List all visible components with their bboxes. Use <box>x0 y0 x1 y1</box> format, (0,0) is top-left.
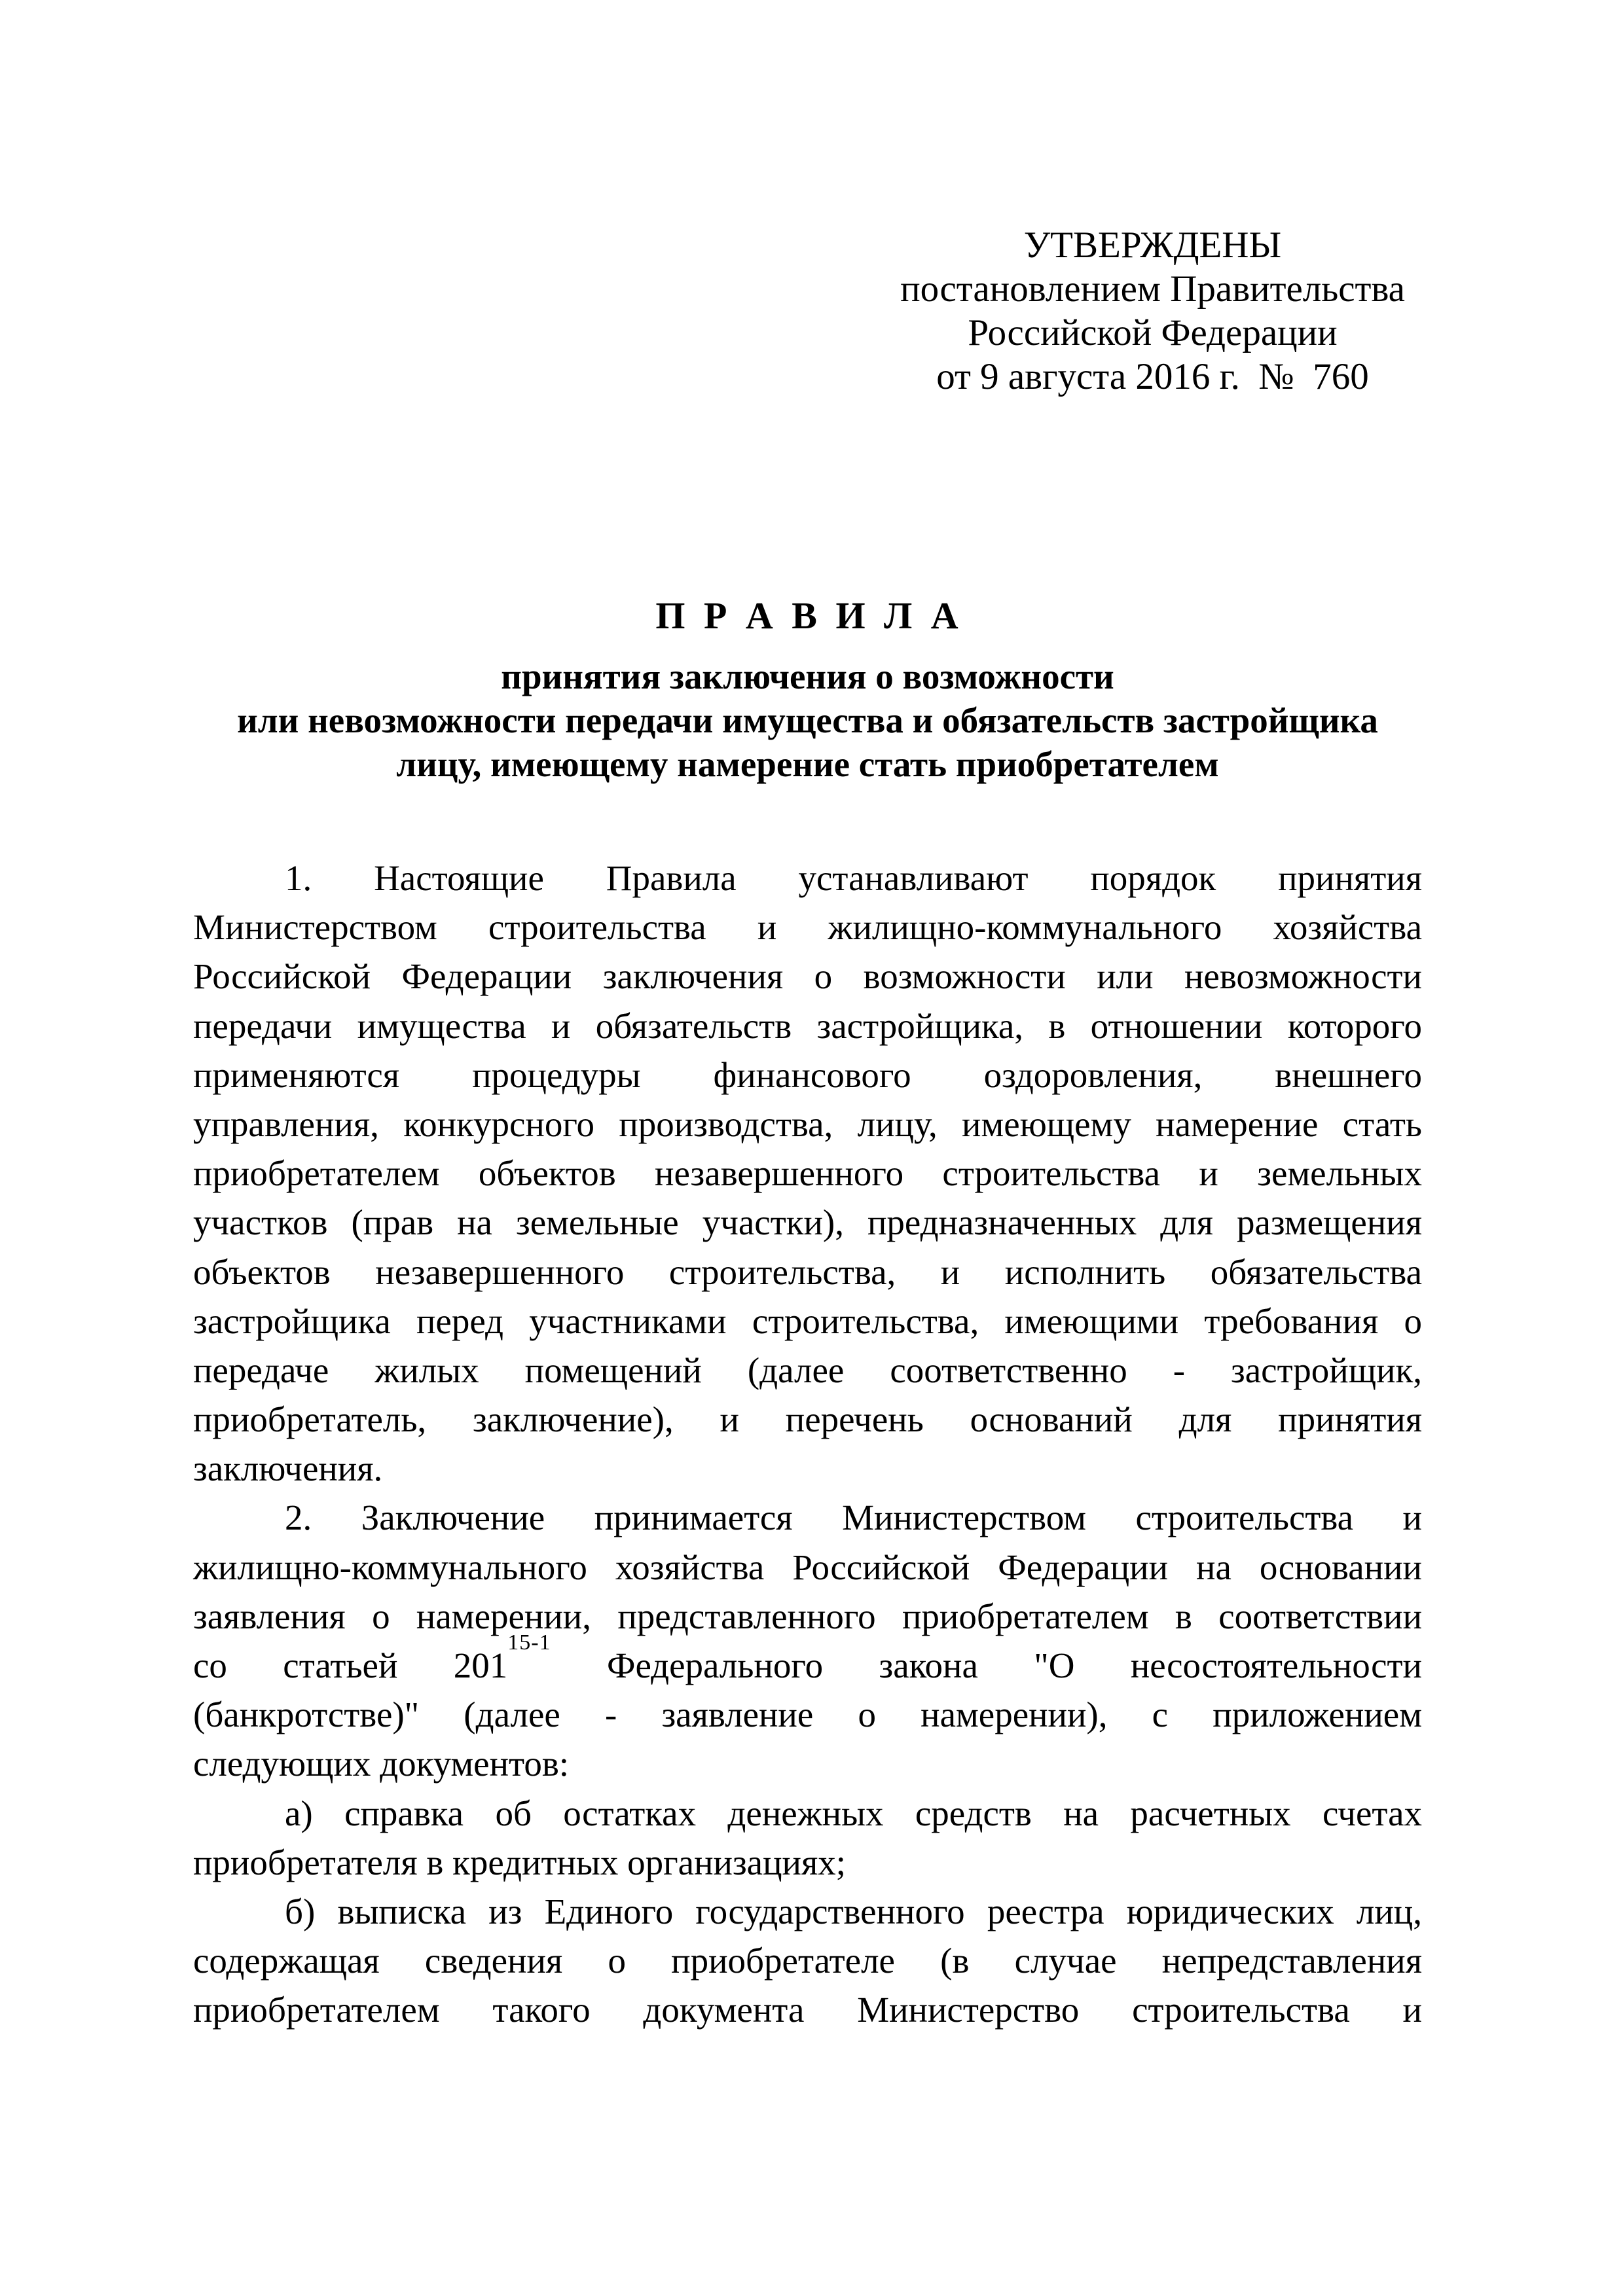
subparagraph-a-line: а) справка об остатках денежных средств на расчетных счетах <box>285 1793 1422 1833</box>
paragraph1-line: управления, конкурсного производства, лицу, имеющему намерение стать <box>193 1103 1422 1144</box>
paragraph1-line: Российской Федерации заключения о возможности или невозможности <box>193 956 1422 997</box>
paragraph1-line: передачи имущества и обязательств застройщика, в отношении которого <box>193 1005 1422 1046</box>
paragraph1-line: приобретателем объектов незавершенного строительства и земельных <box>193 1153 1422 1194</box>
paragraph1-line: участков (прав на земельные участки), предназначенных для размещения <box>193 1202 1422 1243</box>
statute-reference: со статьей 201 <box>193 1645 508 1685</box>
paragraph1-line: применяются процедуры финансового оздоровления, внешнего <box>193 1054 1422 1095</box>
subparagraph-b-line: приобретателем такого документа Министерство строительства и <box>193 1990 1422 2030</box>
paragraph2-line-last: следующих документов: <box>193 1744 570 1784</box>
approval-block <box>876 223 1429 399</box>
paragraph1-line-last: заключения. <box>193 1448 383 1489</box>
approval-line-date-number: от 9 августа 2016 г. № 760 <box>936 356 1369 397</box>
statute-reference-continued: Федерального закона "О несостоятельности <box>551 1645 1422 1685</box>
paragraph1-line: 1. Настоящие Правила устанавливают порядок принятия <box>285 858 1422 898</box>
subparagraph-b-line: б) выписка из Единого государственного реестра юридических лиц, <box>285 1891 1422 1931</box>
subtitle-line: принятия заключения о возможности <box>501 656 1114 696</box>
approval-line-government: Российской Федерации <box>968 312 1338 353</box>
subtitle-line: или невозможности передачи имущества и обязательств застройщика <box>237 700 1378 740</box>
paragraph1-line: застройщика перед участниками строительства, имеющими требования о <box>193 1300 1422 1341</box>
body-text <box>193 853 1422 2035</box>
subtitle-line: лицу, имеющему намерение стать приобретателем <box>396 744 1219 784</box>
paragraph2-line: жилищно-коммунального хозяйства Российской Федерации на основании <box>193 1547 1422 1587</box>
document-title: П Р А В И Л А <box>655 594 960 637</box>
paragraph2-line: (банкротстве)" (далее - заявление о намерении), с приложением <box>193 1695 1422 1735</box>
statute-superscript: 15-1 <box>507 1630 551 1655</box>
approval-line-resolution: постановлением Правительства <box>900 268 1405 310</box>
paragraph2-line-with-superscript <box>193 1630 1422 1690</box>
paragraph1-line: приобретатель, заключение), и перечень оснований для принятия <box>193 1399 1422 1440</box>
paragraph2-line: 2. Заключение принимается Министерством строительства и <box>285 1498 1422 1538</box>
paragraph1-line: передаче жилых помещений (далее соответственно - застройщик, <box>193 1350 1422 1390</box>
paragraph1-line: объектов незавершенного строительства, и исполнить обязательства <box>193 1251 1422 1292</box>
subparagraph-b-line: содержащая сведения о приобретателе (в случае непредставления <box>193 1941 1422 1981</box>
document-subtitle <box>193 655 1422 786</box>
paragraph1-line: Министерством строительства и жилищно-коммунального хозяйства <box>193 907 1422 948</box>
approval-line-approved: УТВЕРЖДЕНЫ <box>1023 224 1282 266</box>
paragraph2-line: заявления о намерении, представленного приобретателем в соответствии <box>193 1596 1422 1636</box>
subparagraph-a-line-last: приобретателя в кредитных организациях; <box>193 1842 847 1882</box>
